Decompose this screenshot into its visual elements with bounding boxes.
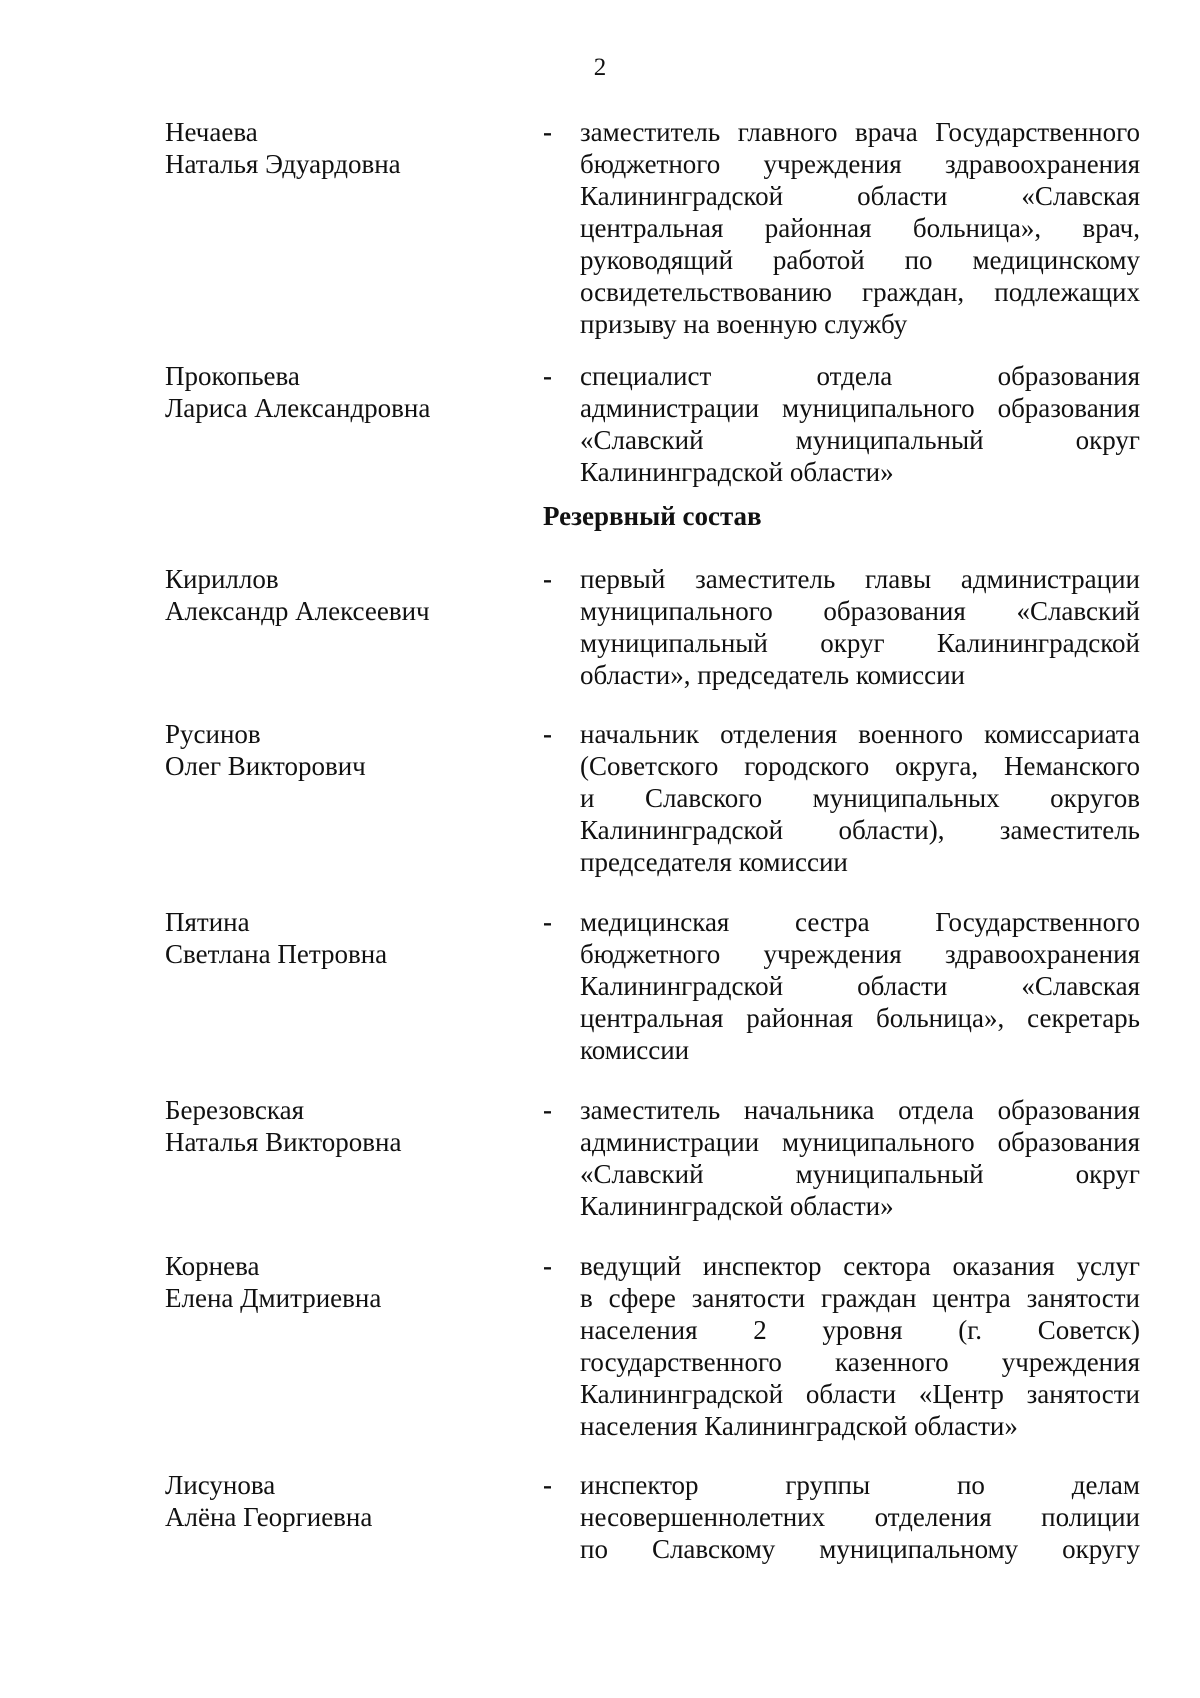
position-line: «Славский муниципальный округ (580, 1159, 1140, 1189)
position-line: Калининградской области «Славская (580, 971, 1140, 1001)
member-surname: Березовская (165, 1095, 304, 1125)
position-line: по Славскому муниципальному округу (580, 1534, 1140, 1564)
member-given-name: Елена Дмитриевна (165, 1283, 382, 1313)
position-line: (Советского городского округа, Неманского (580, 751, 1140, 781)
position-line: государственного казенного учреждения (580, 1347, 1140, 1377)
position-line: населения 2 уровня (г. Советск) (580, 1315, 1140, 1345)
position-line: ведущий инспектор сектора оказания услуг (580, 1251, 1140, 1281)
member-position (580, 360, 1140, 488)
member-position (580, 906, 1140, 1066)
position-line: муниципального образования «Славский (580, 596, 1140, 626)
position-line: призыву на военную службу (580, 309, 908, 339)
member-surname: Лисунова (165, 1470, 276, 1500)
position-line: центральная районная больница», врач, (580, 213, 1140, 243)
position-line: центральная районная больница», секретарь (580, 1003, 1140, 1033)
position-line: и Славского муниципальных округов (580, 783, 1140, 813)
position-line: Калининградской области «Славская (580, 181, 1140, 211)
member-name (165, 116, 495, 180)
member-name (165, 718, 495, 782)
member-name (165, 360, 495, 424)
member-dash: - (543, 907, 552, 937)
member-position (580, 116, 1140, 340)
page-number: 2 (593, 54, 607, 81)
member-name (165, 906, 495, 970)
position-line: в сфере занятости граждан центра занятости (580, 1283, 1140, 1313)
member-position (580, 1469, 1140, 1565)
member-given-name: Лариса Александровна (165, 393, 431, 423)
member-surname: Пятина (165, 907, 250, 937)
member-surname: Корнева (165, 1251, 260, 1281)
position-line: комиссии (580, 1035, 690, 1065)
position-line: бюджетного учреждения здравоохранения (580, 149, 1140, 179)
position-line: несовершеннолетних отделения полиции (580, 1502, 1140, 1532)
position-line: Калининградской области «Центр занятости (580, 1379, 1140, 1409)
member-surname: Прокопьева (165, 361, 300, 391)
position-line: специалист отдела образования (580, 361, 1140, 391)
member-surname: Нечаева (165, 117, 258, 147)
member-dash: - (543, 564, 552, 594)
member-name (165, 1094, 495, 1158)
position-line: населения Калининградской области» (580, 1411, 1018, 1441)
position-line: заместитель главного врача Государственного (580, 117, 1140, 147)
position-line: администрации муниципального образования (580, 1127, 1140, 1157)
position-line: администрации муниципального образования (580, 393, 1140, 423)
position-line: «Славский муниципальный округ (580, 425, 1140, 455)
member-dash: - (543, 1095, 552, 1125)
member-dash: - (543, 361, 552, 391)
reserve-section-heading: Резервный состав (543, 501, 762, 531)
member-dash: - (543, 719, 552, 749)
position-line: заместитель начальника отдела образования (580, 1095, 1140, 1125)
member-given-name: Олег Викторович (165, 751, 366, 781)
member-position (580, 1250, 1140, 1442)
position-line: руководящий работой по медицинскому (580, 245, 1140, 275)
member-dash: - (543, 1251, 552, 1281)
member-surname: Кириллов (165, 564, 279, 594)
member-surname: Русинов (165, 719, 261, 749)
member-dash: - (543, 1470, 552, 1500)
position-line: освидетельствованию граждан, подлежащих (580, 277, 1140, 307)
position-line: инспектор группы по делам (580, 1470, 1140, 1500)
member-name (165, 1469, 495, 1533)
position-line: первый заместитель главы администрации (580, 564, 1140, 594)
member-given-name: Александр Алексеевич (165, 596, 430, 626)
position-line: бюджетного учреждения здравоохранения (580, 939, 1140, 969)
member-given-name: Светлана Петровна (165, 939, 388, 969)
member-given-name: Алёна Георгиевна (165, 1502, 373, 1532)
member-position (580, 718, 1140, 878)
position-line: Калининградской области» (580, 1191, 894, 1221)
position-line: муниципальный округ Калининградской (580, 628, 1140, 658)
position-line: председателя комиссии (580, 847, 848, 877)
member-given-name: Наталья Эдуардовна (165, 149, 401, 179)
position-line: Калининградской области» (580, 457, 894, 487)
position-line: медицинская сестра Государственного (580, 907, 1140, 937)
member-name (165, 563, 495, 627)
position-line: Калининградской области), заместитель (580, 815, 1140, 845)
member-position (580, 563, 1140, 691)
member-given-name: Наталья Викторовна (165, 1127, 402, 1157)
position-line: области», председатель комиссии (580, 660, 965, 690)
member-position (580, 1094, 1140, 1222)
member-name (165, 1250, 495, 1314)
position-line: начальник отделения военного комиссариата (580, 719, 1140, 749)
member-dash: - (543, 117, 552, 147)
